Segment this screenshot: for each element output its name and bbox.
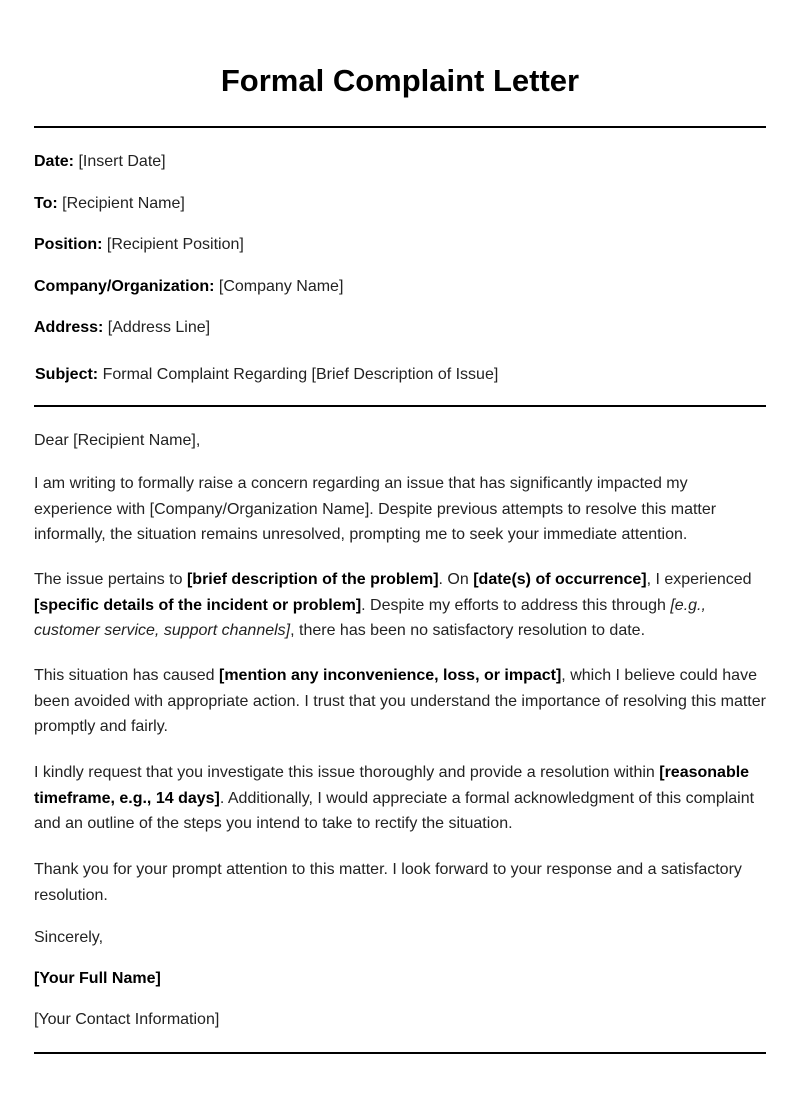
- position-field: [34, 235, 244, 255]
- impact-text-2: , which I believe could have been avoided with appropriate action. I trust that you understand the importance of resolving this matter promptly and fairly.: [34, 667, 766, 735]
- issue-text-5: , there has been no satisfactory resolution to date.: [290, 622, 646, 639]
- contact-info: [Your Contact Information]: [34, 1011, 220, 1028]
- paragraph-intro: I am writing to formally raise a concern regarding an issue that has significantly impacted my experience with [Company/Organization Name]. Despite previous attempts to resolve this matter informally, the situation remains unresolved, prompting me to seek your immediate attention.: [34, 475, 717, 543]
- subject-field: [35, 365, 498, 385]
- to-label: To:: [34, 195, 58, 212]
- issue-placeholder-dates: [date(s) of occurrence]: [473, 571, 647, 588]
- paragraph-impact: [34, 663, 768, 740]
- request-text-1: I kindly request that you investigate this issue thoroughly and provide a resolution within: [34, 764, 660, 781]
- address-field: [34, 318, 210, 338]
- address-label: Address:: [34, 319, 104, 336]
- divider-middle: [34, 405, 766, 407]
- company-field: [34, 277, 343, 297]
- position-label: Position:: [34, 236, 103, 253]
- paragraph-request: [34, 760, 768, 837]
- position-value: [Recipient Position]: [102, 236, 244, 253]
- page-title: Formal Complaint Letter: [220, 63, 580, 98]
- request-placeholder-timeframe: [reasonable timeframe, e.g., 14 days]: [34, 764, 750, 807]
- issue-placeholder-channels: [e.g., customer service, support channels]: [34, 596, 706, 639]
- date-value: [Insert Date]: [74, 153, 166, 170]
- to-field: [34, 194, 185, 214]
- greeting: Dear [Recipient Name],: [34, 432, 201, 449]
- impact-placeholder: [mention any inconvenience, loss, or impact]: [219, 667, 562, 684]
- issue-text-4: . Despite my efforts to address this through: [361, 596, 671, 614]
- closing: Sincerely,: [34, 929, 104, 946]
- subject-label: Subject:: [35, 366, 99, 383]
- issue-text-2: . On: [438, 571, 474, 588]
- divider-bottom: [34, 1052, 766, 1054]
- paragraph-thanks: Thank you for your prompt attention to this matter. I look forward to your response and a satisfactory resolution.: [34, 861, 742, 904]
- date-field: [34, 152, 166, 172]
- issue-placeholder-details: [specific details of the incident or problem]: [34, 596, 362, 614]
- subject-value: Formal Complaint Regarding [Brief Description of Issue]: [98, 366, 499, 383]
- to-value: [Recipient Name]: [57, 195, 185, 212]
- issue-placeholder-problem: [brief description of the problem]: [186, 571, 439, 588]
- company-value: [Company Name]: [214, 278, 344, 295]
- company-label: Company/Organization:: [34, 278, 215, 295]
- paragraph-issue: [34, 567, 768, 644]
- divider-top: [34, 126, 766, 128]
- issue-text-3: , I experienced: [646, 571, 752, 588]
- request-text-2: . Additionally, I would appreciate a formal acknowledgment of this complaint and an outline of the steps you intend to take to rectify the situation.: [34, 789, 755, 832]
- address-value: [Address Line]: [103, 319, 211, 336]
- date-label: Date:: [34, 153, 75, 170]
- impact-text-1: This situation has caused: [34, 667, 219, 684]
- issue-text-1: The issue pertains to: [34, 571, 187, 588]
- signature-name: [Your Full Name]: [34, 970, 161, 987]
